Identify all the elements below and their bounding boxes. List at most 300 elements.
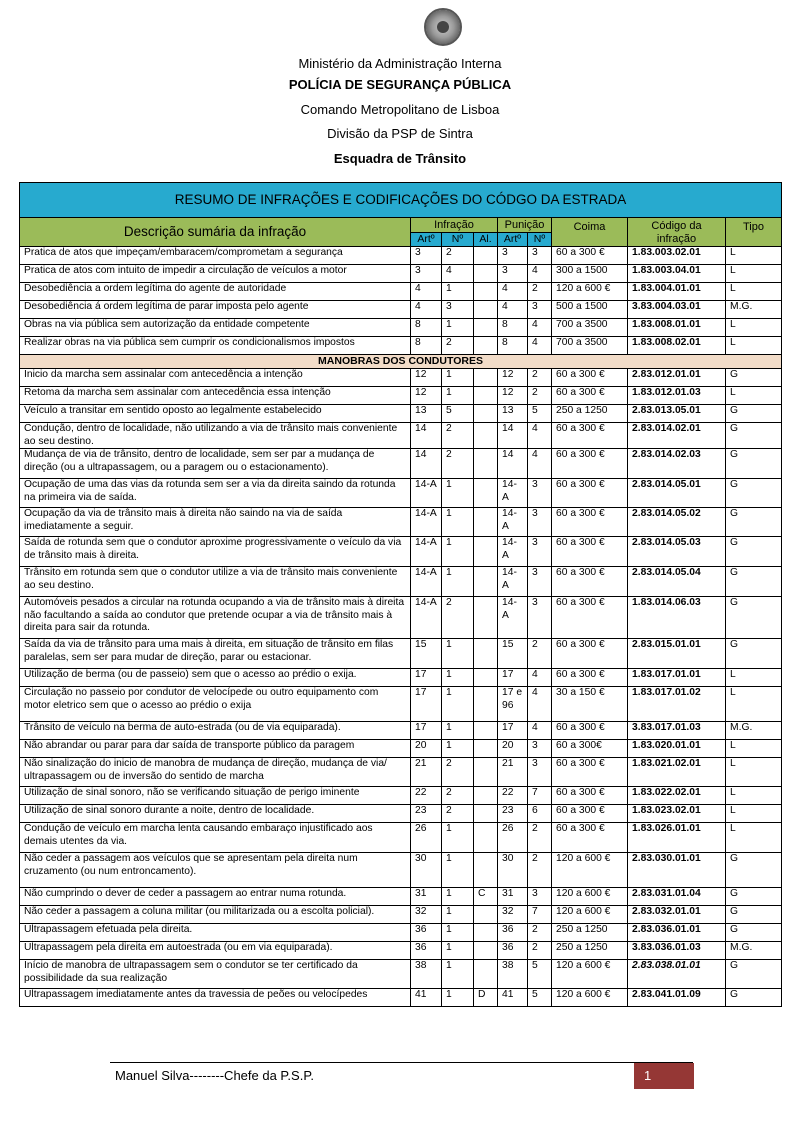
cell-coima: 60 a 300 € — [552, 722, 628, 740]
cell-punicao-art: 32 — [498, 906, 528, 924]
cell-infracao-art: 4 — [411, 283, 442, 301]
cell-infracao-n: 3 — [442, 301, 474, 319]
header-command: Comando Metropolitano de Lisboa — [300, 102, 500, 117]
cell-punicao-art: 26 — [498, 823, 528, 853]
cell-codigo: 2.83.041.01.09 — [628, 989, 726, 1007]
cell-infracao-al — [474, 283, 498, 301]
table-row — [20, 888, 782, 906]
subheader-art: Artº — [411, 233, 442, 247]
cell-codigo: 1.83.021.02.01 — [628, 758, 726, 787]
cell-codigo: 1.83.020.01.01 — [628, 740, 726, 758]
table-title: RESUMO DE INFRAÇÕES E CODIFICAÇÕES DO CÓDGO DA ESTRADA — [20, 183, 782, 218]
cell-description: Ultrapassagem imediatamente antes da travessia de peões ou velocípedes — [20, 989, 411, 1007]
cell-codigo: 2.83.013.05.01 — [628, 405, 726, 423]
cell-punicao-n: 3 — [528, 740, 552, 758]
subheader-n: Nº — [442, 233, 474, 247]
cell-codigo: 1.83.022.02.01 — [628, 787, 726, 805]
cell-punicao-art: 14-A — [498, 567, 528, 597]
cell-infracao-n: 1 — [442, 924, 474, 942]
cell-infracao-art: 23 — [411, 805, 442, 823]
cell-infracao-art: 14 — [411, 423, 442, 449]
cell-tipo: G — [726, 639, 782, 669]
cell-punicao-n: 3 — [528, 758, 552, 787]
cell-codigo: 2.83.031.01.04 — [628, 888, 726, 906]
cell-codigo: 1.83.003.02.01 — [628, 247, 726, 265]
cell-tipo: G — [726, 369, 782, 387]
cell-tipo: G — [726, 989, 782, 1007]
cell-codigo: 1.83.017.01.01 — [628, 669, 726, 687]
cell-punicao-art: 8 — [498, 319, 528, 337]
col-header-punicao: Punição — [498, 218, 552, 233]
cell-coima: 250 a 1250 — [552, 405, 628, 423]
cell-infracao-al — [474, 597, 498, 639]
cell-infracao-art: 8 — [411, 319, 442, 337]
cell-punicao-n: 2 — [528, 853, 552, 888]
cell-infracao-art: 20 — [411, 740, 442, 758]
table-row — [20, 669, 782, 687]
table-row — [20, 989, 782, 1007]
col-header-tipo: Tipo — [726, 218, 782, 247]
table-row — [20, 283, 782, 301]
cell-codigo: 2.83.014.05.04 — [628, 567, 726, 597]
cell-infracao-art: 31 — [411, 888, 442, 906]
cell-punicao-art: 17 — [498, 722, 528, 740]
cell-coima: 60 a 300 € — [552, 387, 628, 405]
cell-infracao-n: 2 — [442, 423, 474, 449]
cell-infracao-art: 12 — [411, 369, 442, 387]
cell-punicao-art: 15 — [498, 639, 528, 669]
cell-codigo: 1.83.008.01.01 — [628, 319, 726, 337]
cell-infracao-n: 1 — [442, 669, 474, 687]
cell-punicao-art: 14 — [498, 423, 528, 449]
cell-coima: 60 a 300 € — [552, 508, 628, 537]
cell-punicao-n: 3 — [528, 537, 552, 567]
cell-codigo: 1.83.008.02.01 — [628, 337, 726, 355]
cell-description: Não cumprindo o dever de ceder a passagem ao entrar numa rotunda. — [20, 888, 411, 906]
cell-coima: 250 a 1250 — [552, 942, 628, 960]
cell-infracao-n: 5 — [442, 405, 474, 423]
table-row — [20, 508, 782, 537]
cell-infracao-n: 1 — [442, 479, 474, 508]
table-row — [20, 942, 782, 960]
cell-infracao-n: 1 — [442, 906, 474, 924]
table-row — [20, 301, 782, 319]
cell-infracao-art: 17 — [411, 687, 442, 722]
cell-tipo: G — [726, 906, 782, 924]
cell-infracao-art: 8 — [411, 337, 442, 355]
cell-tipo: L — [726, 283, 782, 301]
cell-infracao-n: 1 — [442, 508, 474, 537]
cell-codigo: 1.83.017.01.02 — [628, 687, 726, 722]
cell-codigo: 2.83.015.01.01 — [628, 639, 726, 669]
cell-punicao-n: 2 — [528, 924, 552, 942]
subheader-art-punicao: Artº — [498, 233, 528, 247]
cell-infracao-al — [474, 567, 498, 597]
cell-infracao-n: 1 — [442, 567, 474, 597]
cell-infracao-art: 14-A — [411, 479, 442, 508]
cell-description: Ocupação de uma das vias da rotunda sem ser a via da direita saindo da rotunda na primeira via de saída. — [20, 479, 411, 508]
cell-punicao-art: 17 e 96 — [498, 687, 528, 722]
cell-infracao-n: 2 — [442, 597, 474, 639]
table-row — [20, 449, 782, 479]
cell-description: Veículo a transitar em sentido oposto ao legalmente estabelecido — [20, 405, 411, 423]
cell-infracao-n: 1 — [442, 319, 474, 337]
cell-punicao-art: 14 — [498, 449, 528, 479]
footer-divider — [110, 1062, 693, 1063]
cell-punicao-n: 3 — [528, 301, 552, 319]
cell-infracao-al — [474, 369, 498, 387]
cell-tipo: L — [726, 337, 782, 355]
cell-infracao-al — [474, 758, 498, 787]
cell-codigo: 1.83.026.01.01 — [628, 823, 726, 853]
cell-description: Trânsito de veículo na berma de auto-estrada (ou de via equiparada). — [20, 722, 411, 740]
table-row — [20, 405, 782, 423]
cell-description: Não sinalização do inicio de manobra de mudança de direção, mudança de via/ ultrapassagem ou de inversão do sentido de marcha — [20, 758, 411, 787]
cell-tipo: G — [726, 537, 782, 567]
table-row — [20, 369, 782, 387]
cell-punicao-n: 2 — [528, 823, 552, 853]
cell-coima: 60 a 300 € — [552, 247, 628, 265]
cell-tipo: G — [726, 449, 782, 479]
cell-punicao-art: 4 — [498, 301, 528, 319]
cell-infracao-al — [474, 337, 498, 355]
cell-punicao-n: 4 — [528, 722, 552, 740]
cell-coima: 60 a 300 € — [552, 823, 628, 853]
header-ministry: Ministério da Administração Interna — [298, 56, 502, 71]
cell-tipo: G — [726, 567, 782, 597]
footer-signature: Manuel Silva--------Chefe da P.S.P. — [115, 1068, 314, 1083]
cell-punicao-art: 41 — [498, 989, 528, 1007]
cell-coima: 120 a 600 € — [552, 853, 628, 888]
cell-punicao-art: 38 — [498, 960, 528, 989]
cell-coima: 60 a 300 € — [552, 639, 628, 669]
cell-tipo: G — [726, 597, 782, 639]
cell-infracao-al — [474, 823, 498, 853]
table-row — [20, 906, 782, 924]
cell-infracao-n: 1 — [442, 740, 474, 758]
cell-codigo: 1.83.003.04.01 — [628, 265, 726, 283]
cell-codigo: 3.83.017.01.03 — [628, 722, 726, 740]
cell-tipo: G — [726, 423, 782, 449]
cell-codigo: 3.83.036.01.03 — [628, 942, 726, 960]
cell-punicao-n: 4 — [528, 319, 552, 337]
table-row — [20, 740, 782, 758]
cell-infracao-art: 38 — [411, 960, 442, 989]
cell-infracao-art: 36 — [411, 942, 442, 960]
cell-description: Utilização de berma (ou de passeio) sem que o acesso ao prédio o exija. — [20, 669, 411, 687]
cell-tipo: L — [726, 787, 782, 805]
cell-description: Automóveis pesados a circular na rotunda ocupando a via de trânsito mais à direita não facultando a saída ao condutor que pretende ocupar a via de trânsito mais à direita para sair da rotunda. — [20, 597, 411, 639]
cell-punicao-art: 20 — [498, 740, 528, 758]
header-police: POLÍCIA DE SEGURANÇA PÚBLICA — [288, 77, 512, 92]
cell-description: Condução, dentro de localidade, não utilizando a via de trânsito mais conveniente ao seu destino. — [20, 423, 411, 449]
cell-punicao-n: 3 — [528, 567, 552, 597]
cell-infracao-al — [474, 960, 498, 989]
cell-infracao-n: 1 — [442, 369, 474, 387]
cell-infracao-n: 1 — [442, 639, 474, 669]
cell-punicao-n: 2 — [528, 942, 552, 960]
table-row — [20, 823, 782, 853]
cell-coima: 60 a 300 € — [552, 369, 628, 387]
cell-tipo: L — [726, 247, 782, 265]
cell-infracao-n: 1 — [442, 942, 474, 960]
cell-punicao-n: 3 — [528, 508, 552, 537]
cell-description: Ocupação da via de trânsito mais à direita não saindo na via de saída imediatamente a seguir. — [20, 508, 411, 537]
cell-coima: 500 a 1500 — [552, 301, 628, 319]
col-header-infracao: Infração — [411, 218, 498, 233]
cell-description: Ultrapassagem pela direita em autoestrada (ou em via equiparada). — [20, 942, 411, 960]
table-row — [20, 247, 782, 265]
cell-infracao-art: 4 — [411, 301, 442, 319]
cell-infracao-art: 22 — [411, 787, 442, 805]
table-row — [20, 537, 782, 567]
cell-tipo: L — [726, 758, 782, 787]
cell-codigo: 2.83.014.02.03 — [628, 449, 726, 479]
cell-codigo: 2.83.014.05.02 — [628, 508, 726, 537]
cell-coima: 300 a 1500 — [552, 265, 628, 283]
subheader-al: Al. — [474, 233, 498, 247]
cell-punicao-art: 12 — [498, 387, 528, 405]
cell-codigo: 1.83.014.06.03 — [628, 597, 726, 639]
cell-punicao-art: 36 — [498, 942, 528, 960]
cell-description: Pratica de atos com intuito de impedir a circulação de veículos a motor — [20, 265, 411, 283]
cell-tipo: L — [726, 319, 782, 337]
cell-description: Trânsito em rotunda sem que o condutor utilize a via de trânsito mais conveniente ao seu destino. — [20, 567, 411, 597]
cell-infracao-al — [474, 924, 498, 942]
cell-description: Retoma da marcha sem assinalar com antecedência essa intenção — [20, 387, 411, 405]
col-header-description: Descrição sumária da infração — [20, 218, 411, 247]
cell-description: Realizar obras na via pública sem cumprir os condicionalismos impostos — [20, 337, 411, 355]
cell-infracao-al — [474, 740, 498, 758]
cell-infracao-al — [474, 265, 498, 283]
table-row — [20, 319, 782, 337]
cell-codigo: 2.83.014.05.01 — [628, 479, 726, 508]
cell-infracao-al — [474, 805, 498, 823]
cell-coima: 700 a 3500 — [552, 319, 628, 337]
cell-coima: 60 a 300€ — [552, 740, 628, 758]
table-row — [20, 853, 782, 888]
cell-punicao-art: 8 — [498, 337, 528, 355]
cell-infracao-al — [474, 639, 498, 669]
cell-infracao-art: 3 — [411, 265, 442, 283]
cell-infracao-al — [474, 722, 498, 740]
col-header-codigo: Código da infração — [628, 218, 726, 247]
cell-coima: 120 a 600 € — [552, 989, 628, 1007]
cell-coima: 700 a 3500 — [552, 337, 628, 355]
section-title: MANOBRAS DOS CONDUTORES — [20, 355, 782, 369]
subheader-n-punicao: Nº — [528, 233, 552, 247]
table-row — [20, 387, 782, 405]
cell-tipo: G — [726, 479, 782, 508]
cell-punicao-n: 7 — [528, 787, 552, 805]
cell-codigo: 1.83.023.02.01 — [628, 805, 726, 823]
cell-infracao-n: 2 — [442, 787, 474, 805]
cell-infracao-al — [474, 906, 498, 924]
table-row — [20, 567, 782, 597]
cell-description: Não ceder a passagem a coluna militar (ou militarizada ou a escolta policial). — [20, 906, 411, 924]
cell-infracao-art: 15 — [411, 639, 442, 669]
cell-codigo: 3.83.004.03.01 — [628, 301, 726, 319]
cell-punicao-n: 7 — [528, 906, 552, 924]
cell-description: Não ceder a passagem aos veículos que se apresentam pela direita num cruzamento (ou num entroncamento). — [20, 853, 411, 888]
cell-infracao-n: 1 — [442, 853, 474, 888]
cell-tipo: L — [726, 740, 782, 758]
cell-infracao-art: 21 — [411, 758, 442, 787]
cell-description: Não abrandar ou parar para dar saída de transporte público da paragem — [20, 740, 411, 758]
cell-infracao-art: 30 — [411, 853, 442, 888]
cell-codigo: 2.83.038.01.01 — [628, 960, 726, 989]
col-header-coima: Coima — [552, 218, 628, 247]
cell-infracao-n: 2 — [442, 449, 474, 479]
cell-description: Desobediência a ordem legítima do agente de autoridade — [20, 283, 411, 301]
cell-punicao-n: 3 — [528, 479, 552, 508]
cell-coima: 60 a 300 € — [552, 805, 628, 823]
cell-coima: 60 a 300 € — [552, 567, 628, 597]
cell-codigo: 2.83.036.01.01 — [628, 924, 726, 942]
cell-tipo: M.G. — [726, 942, 782, 960]
cell-infracao-art: 17 — [411, 669, 442, 687]
cell-punicao-art: 4 — [498, 283, 528, 301]
cell-tipo: L — [726, 687, 782, 722]
cell-description: Saída da via de trânsito para uma mais à direita, em situação de trânsito em filas paralelas, sem ser para mudar de direção, parar ou estacionar. — [20, 639, 411, 669]
cell-punicao-n: 2 — [528, 369, 552, 387]
cell-tipo: L — [726, 265, 782, 283]
cell-punicao-art: 22 — [498, 787, 528, 805]
cell-punicao-art: 17 — [498, 669, 528, 687]
cell-infracao-n: 1 — [442, 687, 474, 722]
cell-punicao-art: 31 — [498, 888, 528, 906]
cell-coima: 250 a 1250 — [552, 924, 628, 942]
cell-description: Ultrapassagem efetuada pela direita. — [20, 924, 411, 942]
cell-punicao-n: 2 — [528, 639, 552, 669]
cell-description: Saída de rotunda sem que o condutor aproxime progressivamente o veículo da via de trânsito mais à direita. — [20, 537, 411, 567]
cell-punicao-art: 14-A — [498, 597, 528, 639]
table-row — [20, 423, 782, 449]
cell-infracao-art: 14-A — [411, 597, 442, 639]
cell-infracao-n: 1 — [442, 888, 474, 906]
cell-tipo: L — [726, 669, 782, 687]
cell-coima: 60 a 300 € — [552, 787, 628, 805]
table-row — [20, 787, 782, 805]
cell-description: Mudança de via de trânsito, dentro de localidade, sem ser par a mudança de direção (ou a ultrapassagem, ou a paragem ou o estacionamento). — [20, 449, 411, 479]
cell-description: Inicio da marcha sem assinalar com antecedência a intenção — [20, 369, 411, 387]
cell-infracao-n: 1 — [442, 823, 474, 853]
cell-infracao-art: 26 — [411, 823, 442, 853]
cell-tipo: L — [726, 823, 782, 853]
cell-coima: 60 a 300 € — [552, 479, 628, 508]
cell-tipo: G — [726, 924, 782, 942]
table-row — [20, 597, 782, 639]
cell-punicao-art: 14-A — [498, 508, 528, 537]
cell-infracao-al — [474, 423, 498, 449]
cell-infracao-art: 41 — [411, 989, 442, 1007]
cell-infracao-al — [474, 537, 498, 567]
cell-punicao-art: 3 — [498, 265, 528, 283]
cell-punicao-n: 5 — [528, 405, 552, 423]
cell-infracao-art: 14-A — [411, 567, 442, 597]
table-row — [20, 687, 782, 722]
table-row — [20, 924, 782, 942]
cell-codigo: 2.83.030.01.01 — [628, 853, 726, 888]
cell-coima: 120 a 600 € — [552, 283, 628, 301]
table-row — [20, 960, 782, 989]
cell-punicao-art: 21 — [498, 758, 528, 787]
cell-codigo: 2.83.014.02.01 — [628, 423, 726, 449]
cell-infracao-n: 1 — [442, 387, 474, 405]
cell-coima: 60 a 300 € — [552, 423, 628, 449]
cell-punicao-art: 23 — [498, 805, 528, 823]
cell-punicao-n: 3 — [528, 888, 552, 906]
cell-tipo: M.G. — [726, 301, 782, 319]
cell-punicao-n: 5 — [528, 960, 552, 989]
cell-infracao-al — [474, 301, 498, 319]
cell-infracao-art: 17 — [411, 722, 442, 740]
cell-punicao-n: 4 — [528, 687, 552, 722]
cell-tipo: G — [726, 853, 782, 888]
table-row — [20, 758, 782, 787]
cell-description: Utilização de sinal sonoro, não se verificando situação de perigo iminente — [20, 787, 411, 805]
section-row — [20, 355, 782, 369]
cell-punicao-art: 13 — [498, 405, 528, 423]
cell-punicao-art: 12 — [498, 369, 528, 387]
cell-coima: 120 a 600 € — [552, 888, 628, 906]
cell-tipo: G — [726, 508, 782, 537]
cell-infracao-art: 14-A — [411, 508, 442, 537]
cell-coima: 30 a 150 € — [552, 687, 628, 722]
cell-punicao-art: 3 — [498, 247, 528, 265]
cell-punicao-n: 3 — [528, 247, 552, 265]
cell-infracao-n: 4 — [442, 265, 474, 283]
cell-punicao-n: 5 — [528, 989, 552, 1007]
cell-infracao-art: 12 — [411, 387, 442, 405]
cell-punicao-n: 4 — [528, 423, 552, 449]
cell-coima: 120 a 600 € — [552, 906, 628, 924]
cell-infracao-al — [474, 449, 498, 479]
cell-punicao-art: 14-A — [498, 479, 528, 508]
cell-punicao-art: 14-A — [498, 537, 528, 567]
cell-infracao-n: 1 — [442, 989, 474, 1007]
cell-punicao-n: 3 — [528, 597, 552, 639]
header-squad: Esquadra de Trânsito — [333, 151, 467, 166]
cell-infracao-n: 2 — [442, 758, 474, 787]
cell-codigo: 1.83.012.01.03 — [628, 387, 726, 405]
cell-punicao-art: 36 — [498, 924, 528, 942]
cell-codigo: 2.83.014.05.03 — [628, 537, 726, 567]
cell-infracao-al — [474, 508, 498, 537]
table-row — [20, 479, 782, 508]
cell-infracao-n: 2 — [442, 337, 474, 355]
cell-infracao-al — [474, 319, 498, 337]
header-division: Divisão da PSP de Sintra — [327, 126, 473, 141]
cell-punicao-n: 2 — [528, 387, 552, 405]
table-row — [20, 805, 782, 823]
cell-coima: 60 a 300 € — [552, 597, 628, 639]
cell-description: Utilização de sinal sonoro durante a noite, dentro de localidade. — [20, 805, 411, 823]
cell-description: Pratica de atos que impeçam/embaracem/comprometam a segurança — [20, 247, 411, 265]
cell-infracao-art: 3 — [411, 247, 442, 265]
cell-description: Início de manobra de ultrapassagem sem o condutor se ter certificado da possibilidade da sua realização — [20, 960, 411, 989]
cell-punicao-n: 4 — [528, 265, 552, 283]
cell-infracao-al — [474, 247, 498, 265]
cell-infracao-n: 1 — [442, 960, 474, 989]
cell-infracao-al: D — [474, 989, 498, 1007]
cell-punicao-n: 6 — [528, 805, 552, 823]
table-row — [20, 722, 782, 740]
cell-punicao-art: 30 — [498, 853, 528, 888]
cell-punicao-n: 2 — [528, 283, 552, 301]
cell-infracao-al — [474, 687, 498, 722]
cell-codigo: 2.83.012.01.01 — [628, 369, 726, 387]
